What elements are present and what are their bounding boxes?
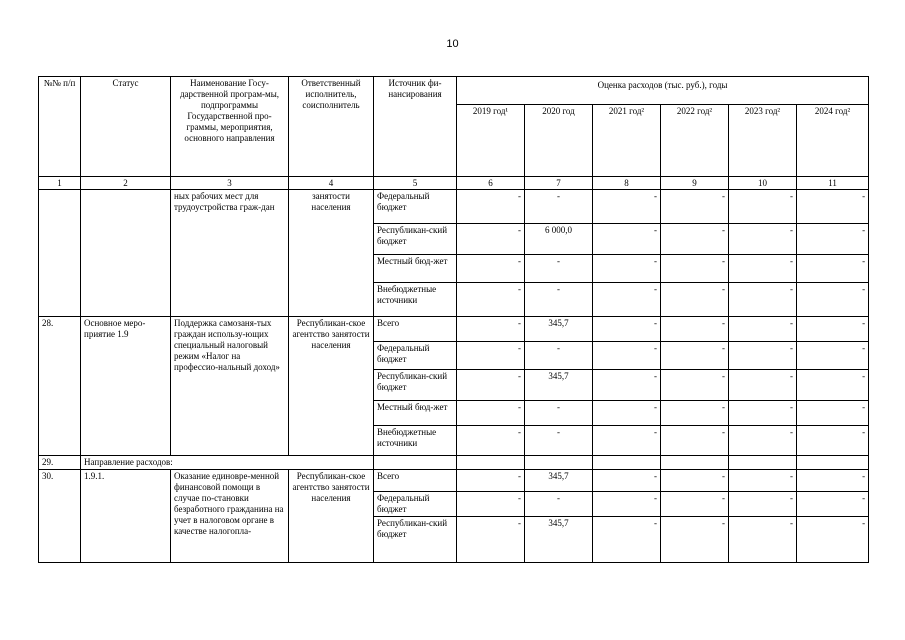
value-cell: 345,7	[525, 317, 593, 342]
page-number: 10	[446, 38, 459, 50]
value-cell: -	[593, 224, 661, 255]
value-cell: -	[457, 255, 525, 283]
value-cell: -	[661, 190, 729, 224]
value-cell: -	[593, 517, 661, 563]
year-header: 2023 год²	[729, 105, 797, 177]
value-cell: -	[797, 283, 869, 317]
row-source: Республикан-ский бюджет	[374, 370, 457, 401]
empty-cell	[661, 456, 729, 470]
empty-cell	[457, 456, 525, 470]
column-number: 5	[374, 177, 457, 190]
value-cell: -	[457, 492, 525, 517]
header-executor: Ответственный исполнитель, соисполнитель	[289, 77, 374, 177]
value-cell: -	[661, 492, 729, 517]
header-source: Источник фи-нансирования	[374, 77, 457, 177]
value-cell: -	[593, 342, 661, 370]
header-status: Статус	[81, 77, 171, 177]
value-cell: -	[797, 190, 869, 224]
value-cell: -	[661, 401, 729, 426]
value-cell: -	[661, 283, 729, 317]
row-source: Всего	[374, 470, 457, 492]
value-cell: -	[797, 342, 869, 370]
value-cell: -	[593, 190, 661, 224]
empty-cell	[729, 456, 797, 470]
row-source: Федеральный бюджет	[374, 492, 457, 517]
row-number	[39, 190, 81, 317]
year-header: 2022 год²	[661, 105, 729, 177]
value-cell: 345,7	[525, 470, 593, 492]
value-cell: -	[797, 370, 869, 401]
value-cell: -	[661, 370, 729, 401]
value-cell: -	[457, 190, 525, 224]
column-number: 10	[729, 177, 797, 190]
value-cell: -	[729, 401, 797, 426]
value-cell: -	[457, 342, 525, 370]
value-cell: -	[797, 401, 869, 426]
year-header: 2024 год²	[797, 105, 869, 177]
expenditure-table	[38, 76, 869, 563]
value-cell: -	[661, 517, 729, 563]
value-cell: -	[525, 401, 593, 426]
value-cell: -	[661, 255, 729, 283]
row-source: Внебюджетные источники	[374, 426, 457, 456]
value-cell: -	[797, 255, 869, 283]
value-cell: -	[593, 426, 661, 456]
value-cell: -	[661, 342, 729, 370]
value-cell: -	[797, 492, 869, 517]
value-cell: -	[457, 517, 525, 563]
value-cell: -	[661, 426, 729, 456]
year-header: 2019 год¹	[457, 105, 525, 177]
value-cell: -	[797, 517, 869, 563]
value-cell: -	[661, 317, 729, 342]
value-cell: -	[729, 370, 797, 401]
value-cell: -	[729, 317, 797, 342]
value-cell: -	[593, 283, 661, 317]
year-header: 2020 год	[525, 105, 593, 177]
table-row	[39, 190, 869, 224]
row-number: 30.	[39, 470, 81, 563]
section-title: Направление расходов:	[81, 456, 374, 470]
value-cell: -	[593, 370, 661, 401]
value-cell: -	[797, 224, 869, 255]
row-name: Оказание единовре-менной финансовой помощи в случае по-становки безработного гражданина на учет в налоговом органе в качестве налогопла-	[171, 470, 289, 563]
row-executor: занятости населения	[289, 190, 374, 317]
value-cell: -	[729, 224, 797, 255]
column-number: 1	[39, 177, 81, 190]
empty-cell	[593, 456, 661, 470]
value-cell: -	[457, 401, 525, 426]
value-cell: -	[593, 317, 661, 342]
column-number: 9	[661, 177, 729, 190]
row-source: Федеральный бюджет	[374, 342, 457, 370]
row-number: 28.	[39, 317, 81, 456]
value-cell: -	[457, 317, 525, 342]
value-cell: 345,7	[525, 517, 593, 563]
row-name: Поддержка самозаня-тых граждан использу-ющих специальный налоговый режим «Налог на профессио-нальный доход»	[171, 317, 289, 456]
row-status	[81, 190, 171, 317]
year-header: 2021 год²	[593, 105, 661, 177]
value-cell: -	[797, 317, 869, 342]
table-row	[39, 317, 869, 342]
value-cell: -	[525, 190, 593, 224]
row-source: Местный бюд-жет	[374, 255, 457, 283]
value-cell: -	[797, 470, 869, 492]
header-estimate: Оценка расходов (тыс. руб.), годы	[457, 77, 869, 105]
row-status: Основное меро-приятие 1.9	[81, 317, 171, 456]
header-num: №№ п/п	[39, 77, 81, 177]
column-number: 3	[171, 177, 289, 190]
row-source: Республикан-ский бюджет	[374, 224, 457, 255]
table-row	[39, 470, 869, 492]
column-number: 2	[81, 177, 171, 190]
value-cell: -	[729, 517, 797, 563]
value-cell: -	[661, 224, 729, 255]
value-cell: -	[457, 224, 525, 255]
value-cell: -	[457, 283, 525, 317]
value-cell: -	[457, 370, 525, 401]
header-row	[39, 77, 869, 105]
row-source: Местный бюд-жет	[374, 401, 457, 426]
value-cell: -	[525, 283, 593, 317]
row-status: 1.9.1.	[81, 470, 171, 563]
column-number: 8	[593, 177, 661, 190]
row-source: Внебюджетные источники	[374, 283, 457, 317]
row-number: 29.	[39, 456, 81, 470]
value-cell: -	[729, 470, 797, 492]
row-executor: Республикан-ское агентство занятости населения	[289, 317, 374, 456]
section-row	[39, 456, 869, 470]
value-cell: -	[593, 255, 661, 283]
value-cell: -	[661, 470, 729, 492]
value-cell: -	[729, 492, 797, 517]
value-cell: -	[525, 426, 593, 456]
empty-cell	[525, 456, 593, 470]
value-cell: -	[457, 470, 525, 492]
value-cell: -	[729, 342, 797, 370]
row-name: ных рабочих мест для трудоустройства граж-дан	[171, 190, 289, 317]
value-cell: -	[525, 255, 593, 283]
value-cell: -	[457, 426, 525, 456]
value-cell: -	[593, 401, 661, 426]
value-cell: -	[525, 492, 593, 517]
value-cell: -	[797, 426, 869, 456]
value-cell: -	[729, 283, 797, 317]
empty-cell	[797, 456, 869, 470]
row-source: Республикан-ский бюджет	[374, 517, 457, 563]
value-cell: -	[729, 426, 797, 456]
column-number: 11	[797, 177, 869, 190]
value-cell: 345,7	[525, 370, 593, 401]
value-cell: -	[593, 470, 661, 492]
value-cell: 6 000,0	[525, 224, 593, 255]
column-number: 6	[457, 177, 525, 190]
value-cell: -	[729, 190, 797, 224]
row-executor: Республикан-ское агентство занятости населения	[289, 470, 374, 563]
value-cell: -	[729, 255, 797, 283]
value-cell: -	[593, 492, 661, 517]
column-number: 7	[525, 177, 593, 190]
header-name: Наименование Госу-дарственной програм-мы, подпрограммы Государственной про-граммы, мероприятия, основного направления	[171, 77, 289, 177]
value-cell: -	[525, 342, 593, 370]
row-source: Всего	[374, 317, 457, 342]
empty-cell	[374, 456, 457, 470]
column-number-row	[39, 177, 869, 190]
row-source: Федеральный бюджет	[374, 190, 457, 224]
column-number: 4	[289, 177, 374, 190]
